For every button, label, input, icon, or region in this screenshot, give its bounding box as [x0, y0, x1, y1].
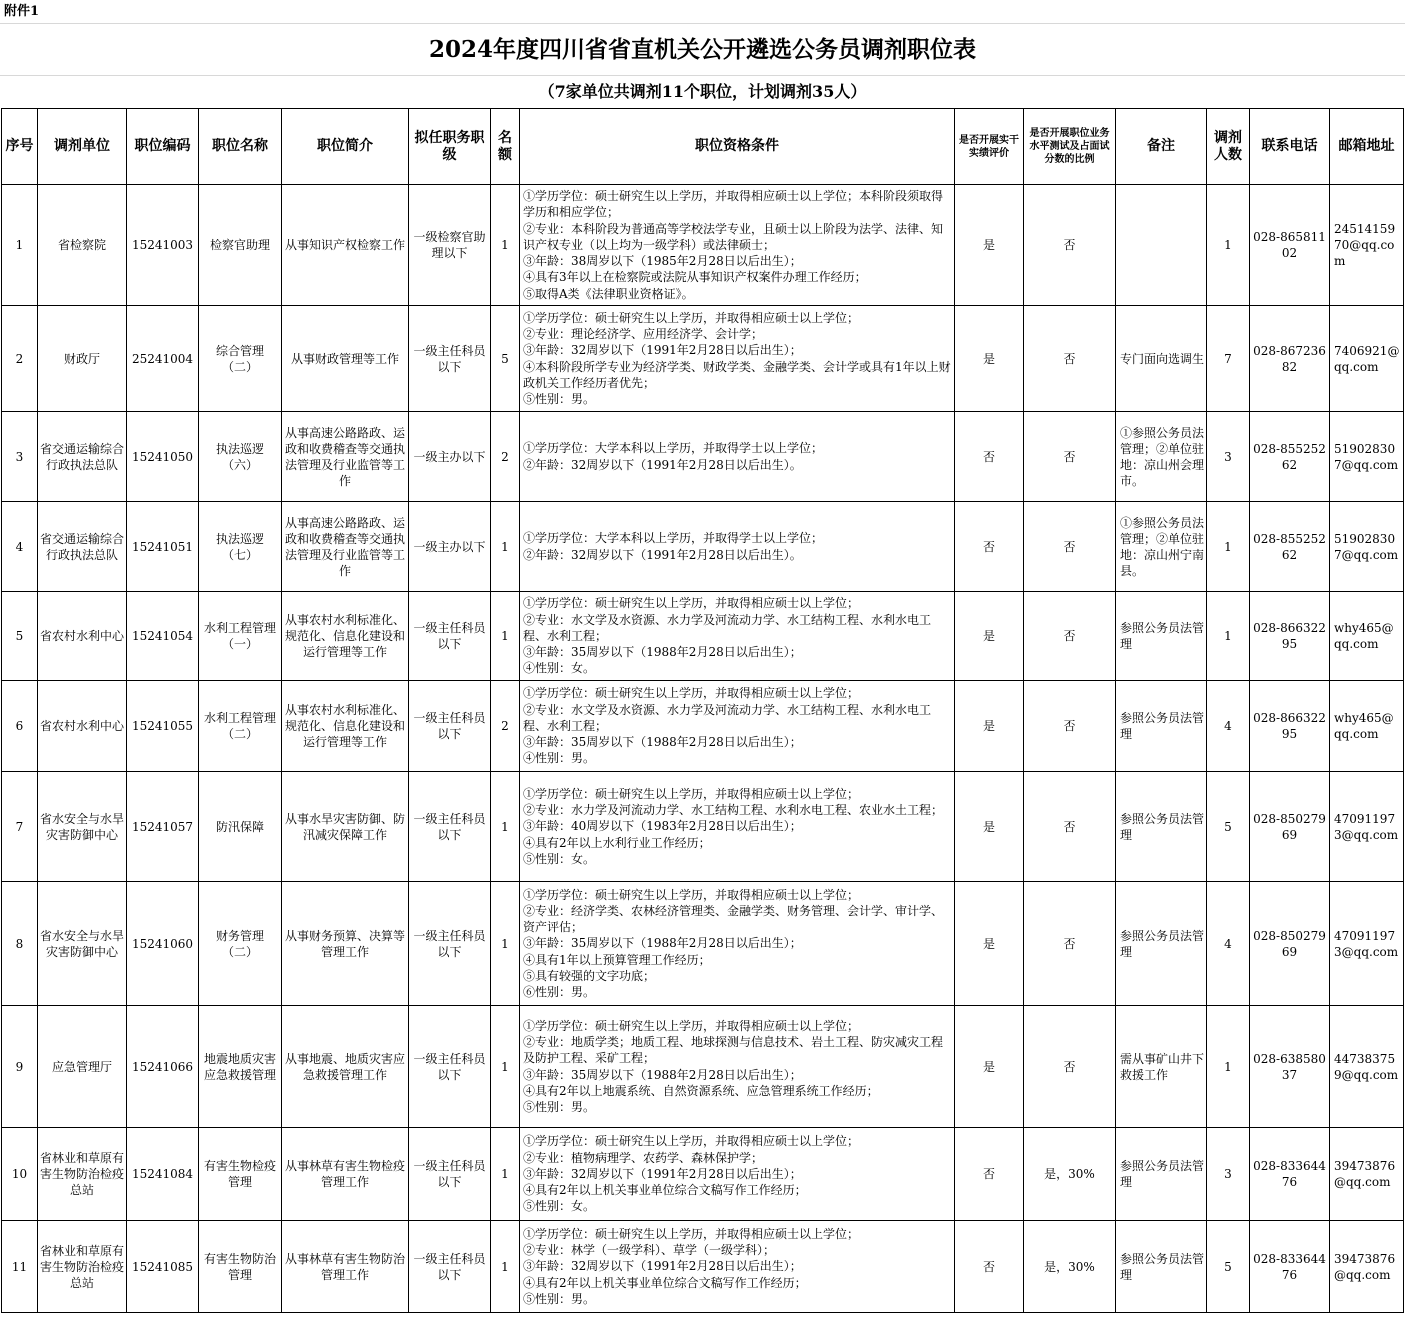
- table-row: [2, 412, 1404, 502]
- cell-phone: 028-86632295: [1250, 592, 1330, 681]
- cell-position-name: 执法巡逻（六）: [199, 412, 282, 502]
- cell-seq: 8: [2, 882, 38, 1006]
- table-header-row: [2, 109, 1404, 185]
- requirement-line: ③年龄：38周岁以下（1985年2月28日以后出生）；: [523, 254, 802, 269]
- cell-email: why465@qq.com: [1330, 681, 1404, 772]
- requirement-line: ④具有2年以上机关事业单位综合文稿写作工作经历；: [523, 1275, 807, 1290]
- cell-adjust-count: 1: [1207, 502, 1250, 592]
- requirement-line: ⑤性别：男。: [523, 391, 596, 406]
- cell-unit: 省农村水利中心: [38, 681, 127, 772]
- cell-level: 一级主任科员以下: [409, 882, 491, 1006]
- requirement-line: ①学历学位：硕士研究生以上学历，并取得相应硕士以上学位；: [523, 686, 860, 701]
- header-adjust-count: 调剂人数: [1207, 109, 1250, 185]
- cell-notes: 参照公务员法管理: [1116, 592, 1207, 681]
- cell-level: 一级主任科员以下: [409, 1221, 491, 1313]
- cell-quota: 5: [491, 306, 520, 412]
- cell-email: 39473876@qq.com: [1330, 1128, 1404, 1221]
- cell-quota: 1: [491, 502, 520, 592]
- table-row: [2, 681, 1404, 772]
- cell-notes: ①参照公务员法管理；②单位驻地：凉山州会理市。: [1116, 412, 1207, 502]
- cell-seq: 1: [2, 185, 38, 306]
- cell-seq: 11: [2, 1221, 38, 1313]
- cell-perf-eval: 是: [955, 882, 1024, 1006]
- cell-intro: 从事农村水利标准化、规范化、信息化建设和运行管理等工作: [282, 592, 409, 681]
- cell-intro: 从事高速公路路政、运政和收费稽查等交通执法管理及行业监管等工作: [282, 412, 409, 502]
- cell-level: 一级主办以下: [409, 412, 491, 502]
- cell-position-name: 有害生物检疫管理: [199, 1128, 282, 1221]
- cell-phone: 028-85027969: [1250, 772, 1330, 882]
- cell-requirements: [520, 412, 955, 502]
- cell-position-name: 水利工程管理（一）: [199, 592, 282, 681]
- requirement-line: ⑤性别：男。: [523, 1099, 596, 1114]
- cell-skill-test: 否: [1024, 592, 1116, 681]
- cell-position-name: 有害生物防治管理: [199, 1221, 282, 1313]
- cell-intro: 从事高速公路路政、运政和收费稽查等交通执法管理及行业监管等工作: [282, 502, 409, 592]
- cell-requirements: [520, 502, 955, 592]
- cell-level: 一级主任科员以下: [409, 1006, 491, 1128]
- cell-code: 15241051: [127, 502, 199, 592]
- page-subtitle: （7家单位共调剂11个职位，计划调剂35人）: [538, 82, 867, 101]
- cell-notes: ①参照公务员法管理；②单位驻地：凉山州宁南县。: [1116, 502, 1207, 592]
- requirement-line: ③年龄：32周岁以下（1991年2月28日以后出生）；: [523, 343, 802, 358]
- cell-requirements: [520, 306, 955, 412]
- cell-perf-eval: 是: [955, 306, 1024, 412]
- cell-perf-eval: 是: [955, 772, 1024, 882]
- requirement-line: ②专业：经济学类、农林经济管理类、金融学类、财务管理、会计学、审计学、资产评估；: [523, 903, 944, 935]
- cell-seq: 2: [2, 306, 38, 412]
- cell-notes: 参照公务员法管理: [1116, 882, 1207, 1006]
- cell-level: 一级主任科员以下: [409, 681, 491, 772]
- cell-phone: 028-63858037: [1250, 1006, 1330, 1128]
- requirement-line: ②专业：林学（一级学科）、草学（一级学科）；: [523, 1243, 776, 1258]
- cell-code: 15241054: [127, 592, 199, 681]
- cell-notes: [1116, 185, 1207, 306]
- table-row: [2, 502, 1404, 592]
- cell-email: 2451415970@qq.com: [1330, 185, 1404, 306]
- table-row: [2, 1221, 1404, 1313]
- requirement-line: ③年龄：40周岁以下（1983年2月28日以后出生）；: [523, 819, 802, 834]
- cell-code: 15241003: [127, 185, 199, 306]
- cell-perf-eval: 是: [955, 592, 1024, 681]
- requirement-line: ④具有3年以上在检察院或法院从事知识产权案件办理工作经历；: [523, 270, 867, 285]
- positions-table: [1, 108, 1404, 1313]
- table-row: [2, 772, 1404, 882]
- cell-position-name: 财务管理（二）: [199, 882, 282, 1006]
- cell-skill-test: 是，30%: [1024, 1221, 1116, 1313]
- requirement-line: ①学历学位：硕士研究生以上学历，并取得相应硕士以上学位；: [523, 310, 860, 325]
- requirement-line: ④具有2年以上机关事业单位综合文稿写作工作经历；: [523, 1183, 807, 1198]
- requirement-line: ②专业：水力学及河流动力学、水工结构工程、水利水电工程、农业水土工程；: [523, 803, 944, 818]
- requirement-line: ④具有2年以上水利行业工作经历；: [523, 835, 711, 850]
- cell-seq: 10: [2, 1128, 38, 1221]
- cell-phone: 028-83364476: [1250, 1128, 1330, 1221]
- cell-email: 470911973@qq.com: [1330, 882, 1404, 1006]
- cell-email: 7406921@qq.com: [1330, 306, 1404, 412]
- attachment-label: 附件1: [0, 0, 1405, 24]
- cell-unit: 省林业和草原有害生物防治检疫总站: [38, 1128, 127, 1221]
- cell-phone: 028-85525262: [1250, 412, 1330, 502]
- cell-code: 15241057: [127, 772, 199, 882]
- cell-level: 一级主办以下: [409, 502, 491, 592]
- cell-notes: 需从事矿山井下救援工作: [1116, 1006, 1207, 1128]
- requirement-line: ④性别：女。: [523, 661, 596, 676]
- cell-notes: 参照公务员法管理: [1116, 1128, 1207, 1221]
- cell-position-name: 地震地质灾害应急救援管理: [199, 1006, 282, 1128]
- cell-skill-test: 否: [1024, 412, 1116, 502]
- requirement-line: ③年龄：35周岁以下（1988年2月28日以后出生）；: [523, 1067, 802, 1082]
- cell-code: 15241055: [127, 681, 199, 772]
- cell-unit: 省林业和草原有害生物防治检疫总站: [38, 1221, 127, 1313]
- cell-unit: 省水安全与水旱灾害防御中心: [38, 882, 127, 1006]
- requirement-line: ③年龄：35周岁以下（1988年2月28日以后出生）；: [523, 645, 802, 660]
- cell-requirements: [520, 772, 955, 882]
- requirement-line: ①学历学位：硕士研究生以上学历，并取得相应硕士以上学位；: [523, 887, 860, 902]
- requirement-line: ②专业：水文学及水资源、水力学及河流动力学、水工结构工程、水利水电工程、水利工程；: [523, 612, 932, 643]
- requirement-line: ①学历学位：大学本科以上学历，并取得学士以上学位；: [523, 441, 824, 456]
- cell-adjust-count: 4: [1207, 681, 1250, 772]
- cell-requirements: [520, 882, 955, 1006]
- cell-email: 519028307@qq.com: [1330, 412, 1404, 502]
- cell-skill-test: 否: [1024, 502, 1116, 592]
- header-quota: 名额: [491, 109, 520, 185]
- header-code: 职位编码: [127, 109, 199, 185]
- cell-requirements: [520, 1006, 955, 1128]
- cell-unit: 应急管理厅: [38, 1006, 127, 1128]
- requirement-line: ①学历学位：硕士研究生以上学历，并取得相应硕士以上学位；: [523, 1226, 860, 1241]
- requirement-line: ③年龄：35周岁以下（1988年2月28日以后出生）；: [523, 936, 802, 951]
- cell-code: 15241084: [127, 1128, 199, 1221]
- header-name: 职位名称: [199, 109, 282, 185]
- cell-adjust-count: 3: [1207, 412, 1250, 502]
- cell-email: 519028307@qq.com: [1330, 502, 1404, 592]
- header-perf-eval: 是否开展实干实绩评价: [955, 109, 1024, 185]
- cell-quota: 1: [491, 592, 520, 681]
- cell-adjust-count: 3: [1207, 1128, 1250, 1221]
- cell-skill-test: 是，30%: [1024, 1128, 1116, 1221]
- requirement-line: ③年龄：35周岁以下（1988年2月28日以后出生）；: [523, 735, 802, 750]
- cell-phone: 028-83364476: [1250, 1221, 1330, 1313]
- cell-position-name: 防汛保障: [199, 772, 282, 882]
- requirement-line: ②专业：地质学类；地质工程、地球探测与信息技术、岩土工程、防灾减灾工程及防护工程、采矿工程；: [523, 1035, 944, 1066]
- cell-email: 470911973@qq.com: [1330, 772, 1404, 882]
- page-title: 2024年度四川省省直机关公开遴选公务员调剂职位表: [0, 24, 1405, 76]
- cell-skill-test: 否: [1024, 882, 1116, 1006]
- requirement-line: ④本科阶段所学专业为经济学类、财政学类、金融学类、会计学或具有1年以上财政机关工作经历者优先；: [523, 359, 951, 390]
- cell-perf-eval: 否: [955, 412, 1024, 502]
- cell-skill-test: 否: [1024, 185, 1116, 306]
- cell-email: 39473876@qq.com: [1330, 1221, 1404, 1313]
- cell-unit: 省水安全与水旱灾害防御中心: [38, 772, 127, 882]
- cell-phone: 028-86581102: [1250, 185, 1330, 306]
- table-row: [2, 306, 1404, 412]
- requirement-line: ④具有1年以上预算管理工作经历；: [523, 952, 711, 967]
- table-body: [2, 185, 1404, 1313]
- cell-adjust-count: 7: [1207, 306, 1250, 412]
- cell-phone: 028-86632295: [1250, 681, 1330, 772]
- cell-code: 15241066: [127, 1006, 199, 1128]
- requirement-line: ⑤性别：女。: [523, 1199, 596, 1214]
- cell-level: 一级主任科员以下: [409, 592, 491, 681]
- header-unit: 调剂单位: [38, 109, 127, 185]
- cell-perf-eval: 是: [955, 1006, 1024, 1128]
- cell-perf-eval: 否: [955, 1221, 1024, 1313]
- cell-adjust-count: 1: [1207, 592, 1250, 681]
- cell-email: 447383759@qq.com: [1330, 1006, 1404, 1128]
- cell-quota: 2: [491, 681, 520, 772]
- cell-phone: 028-86723682: [1250, 306, 1330, 412]
- requirement-line: ①学历学位：大学本科以上学历，并取得学士以上学位；: [523, 531, 824, 546]
- header-notes: 备注: [1116, 109, 1207, 185]
- cell-requirements: [520, 681, 955, 772]
- cell-requirements: [520, 592, 955, 681]
- cell-email: why465@qq.com: [1330, 592, 1404, 681]
- requirement-line: ①学历学位：硕士研究生以上学历，并取得相应硕士以上学位；: [523, 1018, 860, 1033]
- table-row: [2, 882, 1404, 1006]
- requirement-line: ⑥性别：男。: [523, 985, 596, 999]
- table-row: [2, 185, 1404, 306]
- requirement-line: ①学历学位：硕士研究生以上学历，并取得相应硕士以上学位；: [523, 786, 860, 801]
- cell-skill-test: 否: [1024, 681, 1116, 772]
- requirement-line: ②专业：理论经济学、应用经济学、会计学；: [523, 327, 764, 342]
- requirement-line: ①学历学位：硕士研究生以上学历，并取得相应硕士以上学位；本科阶段须取得学历和相应学位；: [523, 189, 944, 220]
- cell-requirements: [520, 1221, 955, 1313]
- cell-perf-eval: 否: [955, 1128, 1024, 1221]
- cell-quota: 1: [491, 882, 520, 1006]
- cell-quota: 1: [491, 772, 520, 882]
- cell-intro: 从事财务预算、决算等管理工作: [282, 882, 409, 1006]
- cell-intro: 从事水旱灾害防御、防汛减灾保障工作: [282, 772, 409, 882]
- cell-quota: 1: [491, 1128, 520, 1221]
- requirement-line: ⑤具有较强的文字功底；: [523, 968, 656, 983]
- header-skill-test: 是否开展职位业务水平测试及占面试分数的比例: [1024, 109, 1116, 185]
- cell-level: 一级检察官助理以下: [409, 185, 491, 306]
- cell-perf-eval: 是: [955, 681, 1024, 772]
- requirement-line: ①学历学位：硕士研究生以上学历，并取得相应硕士以上学位；: [523, 596, 860, 611]
- cell-unit: 省交通运输综合行政执法总队: [38, 502, 127, 592]
- requirement-line: ④性别：男。: [523, 751, 596, 766]
- cell-phone: 028-85027969: [1250, 882, 1330, 1006]
- header-level: 拟任职务职级: [409, 109, 491, 185]
- cell-level: 一级主任科员以下: [409, 772, 491, 882]
- table-row: [2, 592, 1404, 681]
- cell-intro: 从事财政管理等工作: [282, 306, 409, 412]
- cell-adjust-count: 1: [1207, 185, 1250, 306]
- cell-position-name: 水利工程管理（二）: [199, 681, 282, 772]
- cell-seq: 6: [2, 681, 38, 772]
- cell-perf-eval: 是: [955, 185, 1024, 306]
- requirement-line: ②年龄：32周岁以下（1991年2月28日以后出生）。: [523, 457, 802, 472]
- cell-code: 15241050: [127, 412, 199, 502]
- cell-adjust-count: 5: [1207, 772, 1250, 882]
- table-row: [2, 1006, 1404, 1128]
- cell-position-name: 执法巡逻（七）: [199, 502, 282, 592]
- cell-quota: 1: [491, 185, 520, 306]
- cell-intro: 从事林草有害生物检疫管理工作: [282, 1128, 409, 1221]
- requirement-line: ⑤性别：女。: [523, 851, 596, 866]
- requirement-line: ④具有2年以上地震系统、自然资源系统、应急管理系统工作经历；: [523, 1083, 879, 1098]
- header-requirements: 职位资格条件: [520, 109, 955, 185]
- cell-perf-eval: 否: [955, 502, 1024, 592]
- cell-code: 25241004: [127, 306, 199, 412]
- cell-quota: 1: [491, 1006, 520, 1128]
- cell-notes: 专门面向选调生: [1116, 306, 1207, 412]
- cell-unit: 财政厅: [38, 306, 127, 412]
- cell-skill-test: 否: [1024, 306, 1116, 412]
- cell-quota: 1: [491, 1221, 520, 1313]
- requirement-line: ②专业：本科阶段为普通高等学校法学专业，且硕士以上阶段为法学、法律、知识产权专业（以上均为一级学科）或法律硕士；: [523, 221, 944, 252]
- cell-notes: 参照公务员法管理: [1116, 772, 1207, 882]
- cell-unit: 省农村水利中心: [38, 592, 127, 681]
- cell-skill-test: 否: [1024, 1006, 1116, 1128]
- requirement-line: ③年龄：32周岁以下（1991年2月28日以后出生）；: [523, 1259, 802, 1274]
- cell-requirements: [520, 1128, 955, 1221]
- requirement-line: ⑤取得A类《法律职业资格证》。: [523, 286, 694, 301]
- cell-position-name: 检察官助理: [199, 185, 282, 306]
- requirement-line: ⑤性别：男。: [523, 1291, 596, 1306]
- cell-notes: 参照公务员法管理: [1116, 1221, 1207, 1313]
- cell-seq: 9: [2, 1006, 38, 1128]
- cell-seq: 7: [2, 772, 38, 882]
- cell-skill-test: 否: [1024, 772, 1116, 882]
- requirement-line: ②年龄：32周岁以下（1991年2月28日以后出生）。: [523, 547, 802, 562]
- cell-adjust-count: 4: [1207, 882, 1250, 1006]
- cell-seq: 5: [2, 592, 38, 681]
- cell-requirements: [520, 185, 955, 306]
- header-email: 邮箱地址: [1330, 109, 1404, 185]
- cell-intro: 从事林草有害生物防治管理工作: [282, 1221, 409, 1313]
- cell-intro: 从事知识产权检察工作: [282, 185, 409, 306]
- cell-unit: 省交通运输综合行政执法总队: [38, 412, 127, 502]
- requirement-line: ②专业：水文学及水资源、水力学及河流动力学、水工结构工程、水利水电工程、水利工程；: [523, 702, 932, 733]
- cell-seq: 3: [2, 412, 38, 502]
- cell-level: 一级主任科员以下: [409, 1128, 491, 1221]
- cell-phone: 028-85525262: [1250, 502, 1330, 592]
- cell-notes: 参照公务员法管理: [1116, 681, 1207, 772]
- cell-position-name: 综合管理（二）: [199, 306, 282, 412]
- header-seq: 序号: [2, 109, 38, 185]
- cell-level: 一级主任科员以下: [409, 306, 491, 412]
- cell-code: 15241085: [127, 1221, 199, 1313]
- header-phone: 联系电话: [1250, 109, 1330, 185]
- cell-unit: 省检察院: [38, 185, 127, 306]
- header-intro: 职位简介: [282, 109, 409, 185]
- cell-intro: 从事地震、地质灾害应急救援管理工作: [282, 1006, 409, 1128]
- cell-intro: 从事农村水利标准化、规范化、信息化建设和运行管理等工作: [282, 681, 409, 772]
- requirement-line: ②专业：植物病理学、农药学、森林保护学；: [523, 1150, 764, 1165]
- requirement-line: ③年龄：32周岁以下（1991年2月28日以后出生）；: [523, 1166, 802, 1181]
- cell-adjust-count: 5: [1207, 1221, 1250, 1313]
- cell-seq: 4: [2, 502, 38, 592]
- cell-adjust-count: 1: [1207, 1006, 1250, 1128]
- requirement-line: ①学历学位：硕士研究生以上学历，并取得相应硕士以上学位；: [523, 1134, 860, 1149]
- cell-code: 15241060: [127, 882, 199, 1006]
- cell-quota: 2: [491, 412, 520, 502]
- table-row: [2, 1128, 1404, 1221]
